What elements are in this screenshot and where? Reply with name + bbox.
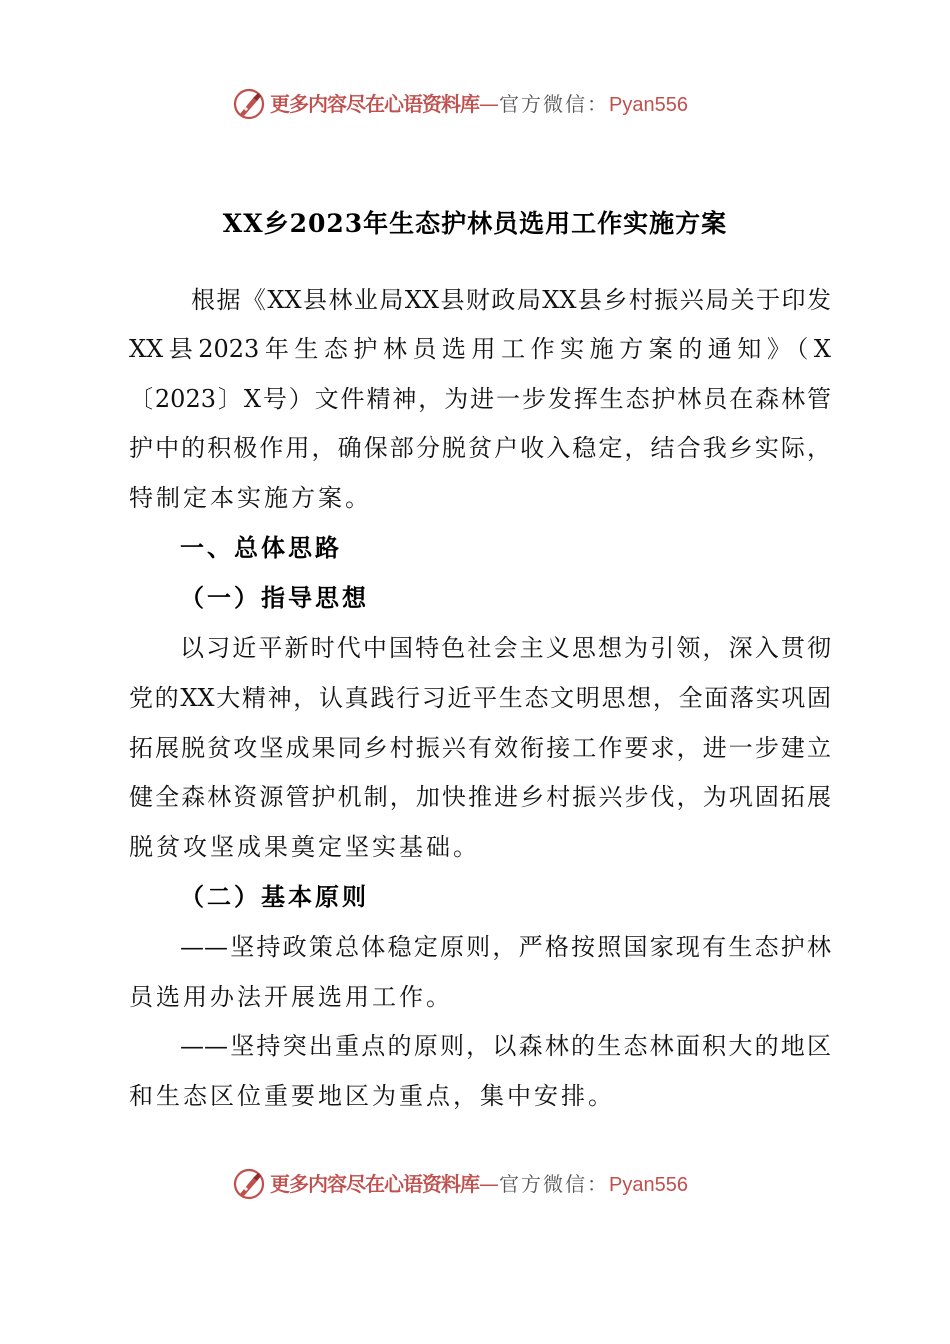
intro-line-3: 〔2023〕X号）文件精神，为进一步发挥生态护林员在森林管 — [129, 385, 831, 413]
document-title: XX乡2023年生态护林员选用工作实施方案 — [222, 209, 728, 238]
subsection-heading-principles: （二）基本原则 — [180, 882, 369, 911]
intro-line-4: 护中的积极作用，确保部分脱贫户收入稳定，结合我乡实际， — [129, 434, 831, 462]
principle-line-3: ——坚持突出重点的原则，以森林的生态林面积大的地区 — [180, 1032, 831, 1060]
banner-text — [270, 1171, 688, 1198]
guiding-line-2: 党的XX大精神，认真践行习近平生态文明思想，全面落实巩固 — [129, 684, 831, 712]
banner-wechat-label: 官方微信： — [499, 1172, 609, 1196]
intro-line-1: 根据《XX县林业局XX县财政局XX县乡村振兴局关于印发 — [191, 286, 831, 314]
section-heading-overall: 一、总体思路 — [180, 533, 342, 562]
banner-text — [270, 91, 688, 118]
banner-dash: — — [479, 92, 499, 116]
intro-line-2: XX县2023年生态护林员选用工作实施方案的通知》（X — [129, 335, 831, 363]
guiding-line-4: 健全森林资源管护机制，加快推进乡村振兴步伐，为巩固拓展 — [129, 783, 831, 811]
principle-line-4: 和生态区位重要地区为重点，集中安排。 — [129, 1082, 615, 1110]
guiding-line-5: 脱贫攻坚成果奠定坚实基础。 — [129, 833, 480, 861]
banner-dash: — — [479, 1172, 499, 1196]
principle-line-1: ——坚持政策总体稳定原则，严格按照国家现有生态护林 — [180, 933, 831, 961]
principle-line-2: 员选用办法开展选用工作。 — [129, 983, 453, 1011]
footer-banner — [0, 1164, 950, 1204]
subsection-heading-guiding: （一）指导思想 — [180, 583, 369, 612]
banner-wechat-handle: Pyan556 — [609, 94, 688, 116]
banner-wechat-label: 官方微信： — [499, 92, 609, 116]
header-banner — [0, 84, 950, 124]
guiding-line-1: 以习近平新时代中国特色社会主义思想为引领，深入贯彻 — [180, 634, 831, 662]
intro-line-5: 特制定本实施方案。 — [129, 484, 372, 512]
guiding-line-3: 拓展脱贫攻坚成果同乡村振兴有效衔接工作要求，进一步建立 — [129, 734, 831, 762]
banner-lead: 更多内容尽在心语资料库 — [270, 92, 479, 116]
banner-wechat-handle: Pyan556 — [609, 1174, 688, 1196]
banner-lead: 更多内容尽在心语资料库 — [270, 1172, 479, 1196]
pen-nib-logo-icon — [232, 87, 266, 121]
pen-nib-logo-icon — [232, 1167, 266, 1201]
